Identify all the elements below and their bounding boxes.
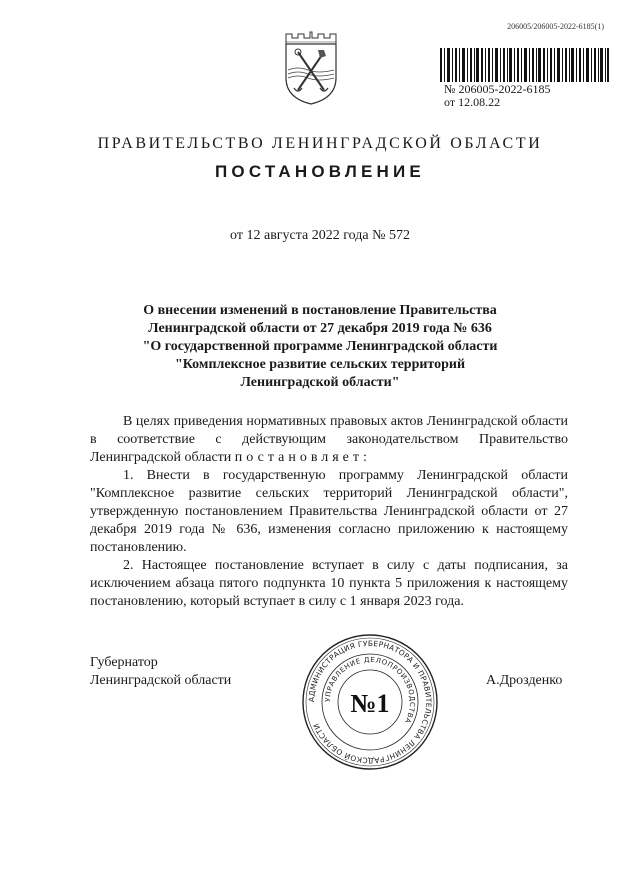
signer-position: [90, 654, 231, 690]
seal-inner-text: УПРАВЛЕНИЕ ДЕЛОПРОИЗВОДСТВА: [323, 655, 417, 725]
decree-date-number: от 12 августа 2022 года № 572: [230, 228, 410, 243]
subject-line: О внесении изменений в постановление Правительства: [143, 303, 497, 318]
decree-subject: [120, 302, 520, 392]
registration-date: от 12.08.22: [444, 95, 501, 109]
subject-line: Ленинградской области от 27 декабря 2019 года № 636: [148, 321, 492, 336]
seal-outer-text: АДМИНИСТРАЦИЯ ГУБЕРНАТОРА И ПРАВИТЕЛЬСТВА ЛЕНИНГРАДСКОЙ ОБЛАСТИ: [306, 638, 434, 766]
subject-line: "О государственной программе Ленинградской области: [142, 339, 498, 354]
registration-number: № 206005-2022-6185: [444, 82, 551, 96]
barcode-icon: [440, 48, 610, 82]
coat-of-arms-icon: [280, 30, 342, 106]
preamble-paragraph: [90, 413, 568, 467]
item-1-paragraph: 1. Внести в государственную программу Ленинградской области "Комплексное развитие сельских территорий Ленинградской области", утвержденную постановлением Правительства Ленинградской области от 27 декабря 2019 года № 636, изменения согласно приложению к настоящему постановлению.: [90, 468, 568, 555]
signer-position-line: Ленинградской области: [90, 673, 232, 688]
preamble-text: В целях приведения нормативных правовых актов Ленинградской области в соответствие с действующим законодательством Правительство Ленинградской области: [90, 414, 568, 465]
document-type: ПОСТАНОВЛЕНИЕ: [215, 162, 425, 181]
document-code: 206005/206005-2022-6185(1): [507, 22, 604, 31]
seal-number: №1: [350, 689, 390, 718]
subject-line: Ленинградской области": [240, 375, 400, 390]
government-title: ПРАВИТЕЛЬСТВО ЛЕНИНГРАДСКОЙ ОБЛАСТИ: [97, 135, 543, 152]
decree-body: [90, 413, 568, 611]
item-2-paragraph: 2. Настоящее постановление вступает в силу с даты подписания, за исключением абзаца пятого подпункта 10 пункта 5 приложения к настоящему постановлению, который вступает в силу с 1 января 2023 года.: [90, 558, 568, 609]
signer-position-line: Губернатор: [90, 655, 158, 670]
decree-word: постановляет:: [234, 450, 371, 465]
subject-line: "Комплексное развитие сельских территорий: [174, 357, 466, 372]
signer-name: А.Дрозденко: [486, 673, 563, 688]
official-seal: [300, 632, 440, 772]
